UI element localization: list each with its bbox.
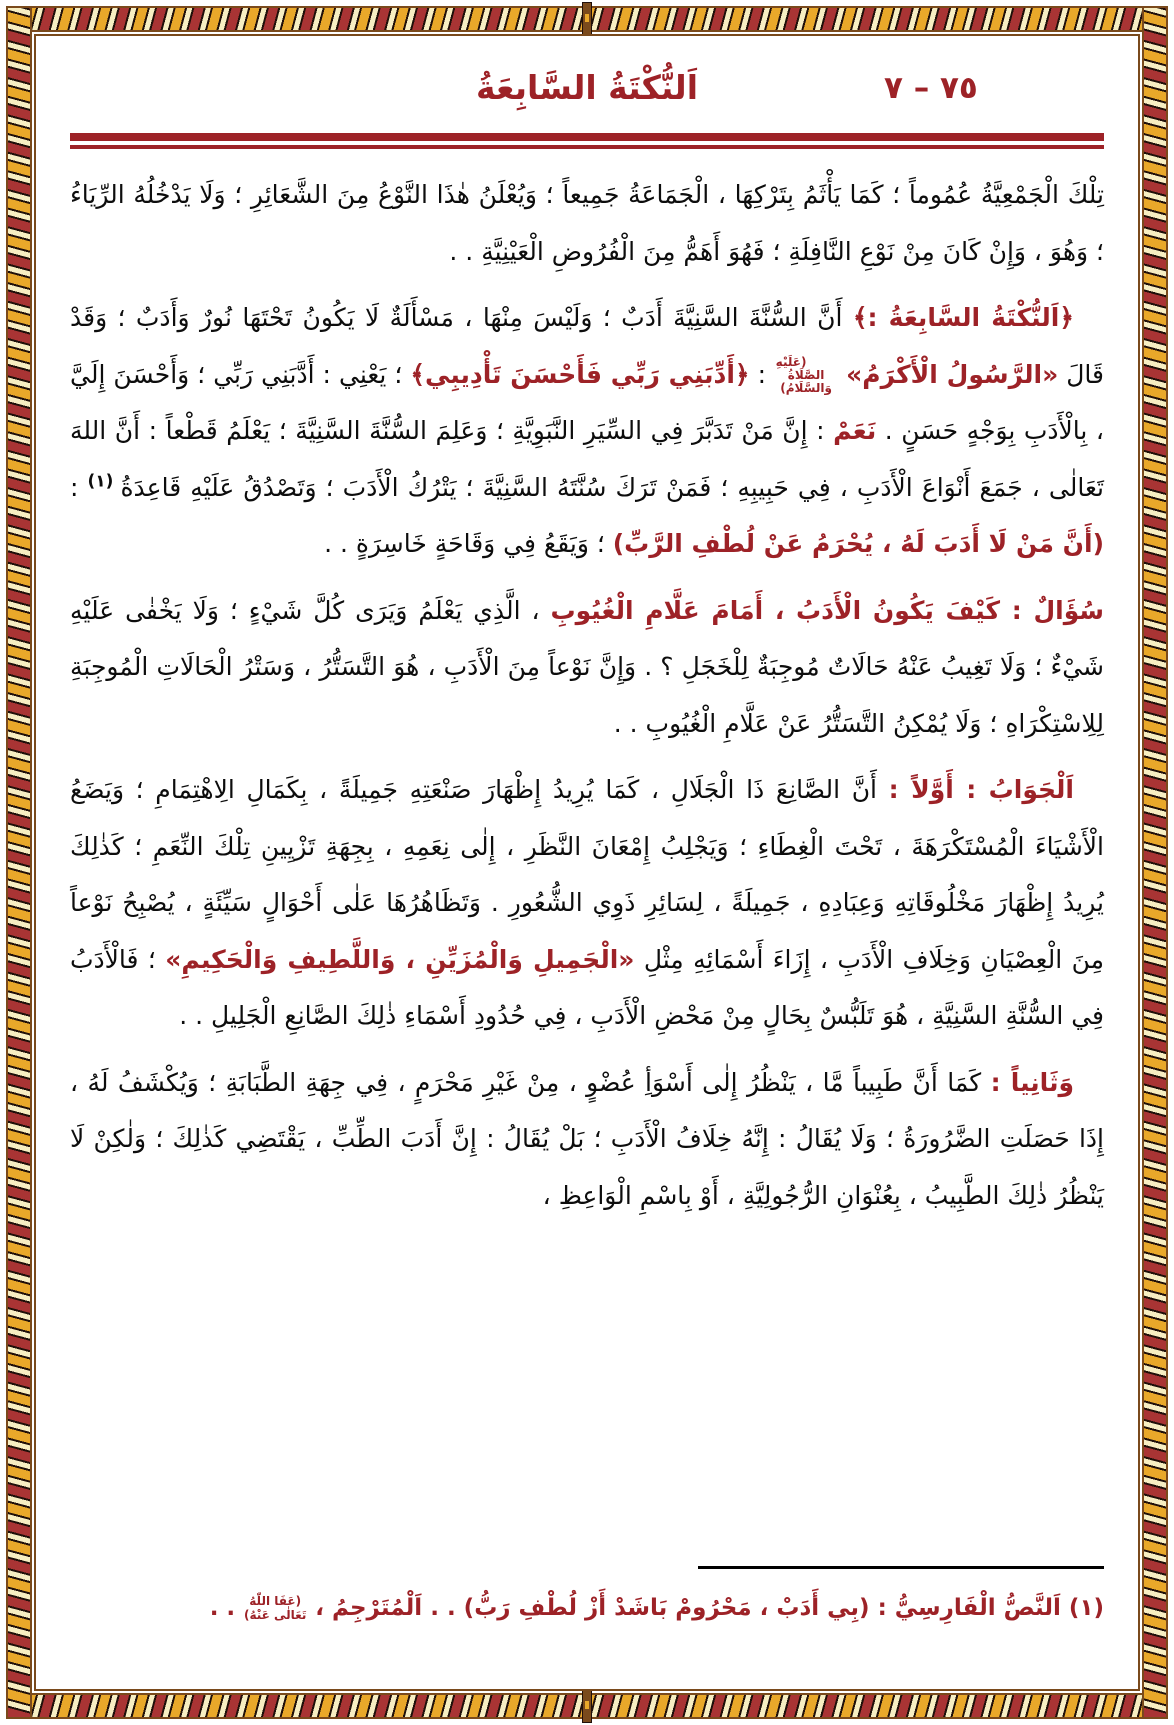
text-segment: . .: [209, 1595, 244, 1621]
border-chain-right: [1142, 6, 1168, 1719]
text-segment: أَنَّ الصَّانِعَ ذَا الْجَلَالِ ، كَمَا يُرِيدُ إِظْهَارَ صَنْعَتِهِ جَمِيلَةً ، بِكَمَالِ الِاهْتِمَامِ ؛ وَيَضَعُ الْأَشْيَاءَ الْمُسْتَكْرَهَةَ ، تَحْتَ الْغِطَاءِ ؛ وَيَجْلِبُ إِمْعَانَ النَّظَرِ ، إِلٰى نِعَمِهِ ، بِجِهَةِ تَزْيِينِ تِلْكَ النِّعَمِ ؛ كَذٰلِكَ يُرِيدُ إِظْهَارَ مَخْلُوقَاتِهِ وَعِبَادِهِ ، جَمِيلَةً ، لِسَائِرِ ذَوِي الشُّعُورِ . وَتَظَاهُرُهَا عَلٰى أَحْوَالٍ سَيِّئَةٍ ، يُصْبِحُ نَوْعاً مِنَ الْعِصْيَانِ وَخِلَافِ الْأَدَبِ ، إِزَاءَ أَسْمَائِهِ مِثْلِ: [70, 775, 1104, 974]
text-segment: (أَنَّ مَنْ لَا أَدَبَ لَهُ ، يُحْرَمُ عَنْ لُطْفِ الرَّبِّ): [612, 529, 1104, 558]
text-segment: ؛ يَعْنِي : أَدَّبَنِي رَبِّي ؛ وَأَحْسَنَ إِلَيَّ ، بِالْأَدَبِ بِوَجْهٍ حَسَنٍ .: [70, 359, 1104, 445]
translator-seal: (عَفَا اللّٰهُ تَعَالٰى عَنْهُ): [243, 1594, 307, 1622]
text-segment: تِلْكَ الْجَمْعِيَّةُ عُمُوماً ؛ كَمَا يَأْثَمُ بِتَرْكِهَا ، الْجَمَاعَةُ جَمِيعاً ؛ وَيُعْلَنُ هٰذَا النَّوْعُ مِنَ الشَّعَائِرِ ؛ وَلَا يَدْخُلُهُ الرِّيَاءُ ؛ وَهُوَ ، وَإِنْ كَانَ مِنْ نَوْعِ النَّافِلَةِ ؛ فَهُوَ أَهَمُّ مِنَ الْفُرُوضِ الْعَيْنِيَّةِ . .: [70, 180, 1104, 266]
border-chain-left: [6, 6, 32, 1719]
text-segment: ؛ وَيَقَعُ فِي وَقَاحَةٍ خَاسِرَةٍ . .: [324, 529, 613, 558]
body-text: [70, 167, 1104, 1224]
text-segment: :: [70, 472, 88, 502]
paragraph-answer-second: [70, 1055, 1104, 1225]
header-double-rule: [70, 133, 1104, 149]
text-segment: ﴿أَدِّبَنِي رَبِّي فَأَحْسَنَ تَأْدِيبِي﴾: [410, 359, 750, 389]
paragraph-seventh-point: [70, 290, 1104, 573]
text-segment: :: [749, 359, 775, 389]
footnote-reference: (١): [87, 471, 121, 492]
text-segment: [838, 360, 846, 389]
text-segment: كَمَا أَنَّ طَبِيباً مَّا ، يَنْظُرُ إِلٰى أَسْوَأِ عُضْوٍ ، مِنْ غَيْرِ مَحْرَمٍ ، فِي جِهَةِ الطَّبَابَةِ ؛ وَيُكْشَفُ لَهُ ، إِذَا حَصَلَتِ الضَّرُورَةُ ؛ وَلَا يُقَالُ : إِنَّهُ خِلَافُ الْأَدَبِ ؛ بَلْ يُقَالُ : إِنَّ أَدَبَ الطِّبِّ ، يَقْتَضِي كَذٰلِكَ ؛ وَلٰكِنْ لَا يَنْظُرُ ذٰلِكَ الطَّبِيبُ ، بِعُنْوَانِ الرُّجُولِيَّةِ ، أَوْ بِاسْمِ الْوَاعِظِ ،: [70, 1067, 1104, 1210]
text-segment: ؛ فَالْأَدَبُ فِي السُّنَّةِ السَّنِيَّةِ ، هُوَ تَلَبُّسٌ بِحَالٍ مِنْ مَحْضِ الْأَدَبِ ، فِي حُدُودِ أَسْمَاءِ ذٰلِكَ الصَّانِعِ الْجَلِيلِ . .: [70, 944, 1104, 1030]
footnote-separator: [698, 1566, 1104, 1569]
page-content: [70, 68, 1104, 1681]
border-center-ornament-top: [582, 2, 592, 36]
text-segment: (١) اَلنَّصُّ الْفَارِسِيُّ : (بِي أَدَبْ ، مَحْرُومْ بَاشَدْ أَزْ لُطْفِ رَبُّ) . . اَلْمُتَرْجِمُ ،: [307, 1595, 1104, 1621]
paragraph-continuation: [70, 167, 1104, 280]
text-segment: اَلْجَوَابُ : أَوَّلاً :: [888, 775, 1075, 804]
border-center-ornament-bottom: [582, 1689, 592, 1723]
paragraph-question: [70, 583, 1104, 753]
text-segment: ، الَّذِي يَعْلَمُ وَيَرَى كُلَّ شَيْءٍ ؛ وَلَا يَخْفٰى عَلَيْهِ شَيْءٌ ؛ وَلَا تَغِيبُ عَنْهُ حَالَاتٌ مُوجِبَةٌ لِلْخَجَلِ ؟ . وَإِنَّ نَوْعاً مِنَ الْأَدَبِ ، هُوَ التَّسَتُّرُ ، وَسَتْرُ الْحَالَاتِ الْمُوجِبَةِ لِلِاسْتِكْرَاهِ ؛ وَلَا يُمْكِنُ التَّسَتُّرُ عَنْ عَلَّامِ الْغُيُوبِ . .: [70, 595, 1104, 738]
text-segment: «الرَّسُولُ الْأَكْرَمُ»: [846, 359, 1059, 389]
text-segment: أَنَّ السُّنَّةَ السَّنِيَّةَ أَدَبٌ ؛ وَلَيْسَ مِنْهَا ، مَسْأَلَةٌ لَا يَكُونُ تَحْتَهَا نُورٌ وَأَدَبٌ ؛ وَقَدْ قَالَ: [70, 303, 1104, 389]
page-header: [70, 68, 1104, 107]
footnote-block: [70, 1566, 1104, 1631]
text-segment: ﴿اَلنُّكْتَةُ السَّابِعَةُ :﴾: [852, 303, 1074, 332]
text-segment: : إِنَّ مَنْ تَدَبَّرَ فِي السِّيَرِ النَّبَوِيَّةِ ؛ وَعَلِمَ السُّنَّةَ السَّنِيَّةَ ؛ يَعْلَمُ قَطْعاً : أَنَّ اللهَ تَعَالٰى ، جَمَعَ أَنْوَاعَ الْأَدَبِ ، فِي حَبِيبِهِ ؛ فَمَنْ تَرَكَ سُنَّتَهُ السَّنِيَّةَ ؛ يَتْرُكُ الْأَدَبَ ؛ وَتَصْدُقُ عَلَيْهِ قَاعِدَةُ: [70, 416, 1104, 502]
salawat-seal: (عَلَيْهِ الصَّلَاةُ وَالسَّلَامُ): [775, 354, 832, 396]
page-number: ٧٥ – ٧: [884, 69, 978, 106]
text-segment: «الْجَمِيلِ وَالْمُزَيِّنِ ، وَاللَّطِيفِ وَالْحَكِيمِ»: [165, 944, 635, 974]
text-segment: وَثَانِياً :: [990, 1067, 1074, 1097]
text-segment: سُؤَالٌ : كَيْفَ يَكُونُ الْأَدَبُ ، أَمَامَ عَلَّامِ الْغُيُوبِ: [550, 595, 1104, 625]
paragraph-answer-first: [70, 762, 1104, 1045]
text-segment: نَعَمْ: [833, 416, 877, 445]
page-title: اَلنُّكْتَةُ السَّابِعَةُ: [475, 68, 699, 107]
footnote-text: [70, 1587, 1104, 1631]
